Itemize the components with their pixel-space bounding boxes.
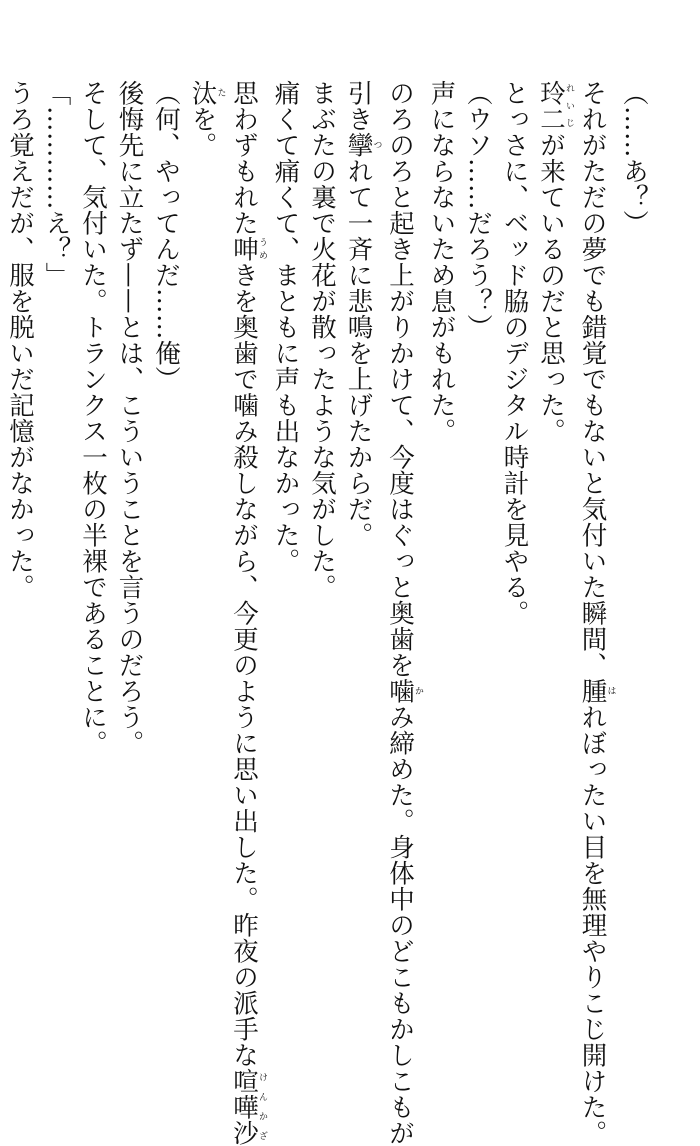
ruby-word: [536, 80, 574, 132]
text-segment: 痛くて痛くて、まともに声も出なかった。: [270, 80, 301, 574]
text-segment: を。: [187, 106, 218, 158]
text-segment: そして、気付いた。トランクス一枚の半裸であることに。: [78, 80, 108, 756]
ruby-word: [229, 1068, 267, 1146]
text-segment: み締めた。身体中のどこもかしこもが: [385, 704, 415, 1146]
text-line: [574, 80, 616, 1146]
text-segment: とっさに、ベッド脇のデジタル時計を見やる。: [499, 80, 530, 626]
text-segment: れぼったい目を無理やりこじ開けた。: [577, 704, 608, 1146]
ruby-base: 噛: [385, 678, 415, 704]
text-line: [184, 80, 226, 980]
ruby-base: 玲二: [536, 80, 566, 132]
ruby-reading: か: [413, 678, 423, 704]
text-segment: 後悔先に立たず——とは、こういうことを言うのだろう。: [114, 80, 145, 756]
text-segment: れて一斉に悲鳴を上げたからだ。: [343, 158, 374, 548]
text-segment: まぶたの裏で火花が散ったような気がした。: [307, 80, 337, 600]
ruby-base: 腫: [577, 678, 608, 704]
text-line: [304, 80, 341, 980]
ruby-word: [343, 132, 382, 158]
text-line: [382, 80, 424, 1146]
text-segment: 思わずもれた: [229, 80, 259, 236]
text-segment: それがただの夢でも錯覚でもないと気付いた瞬間、: [577, 80, 608, 678]
text-line: [38, 80, 75, 980]
ruby-word: [187, 80, 226, 106]
text-line: [111, 80, 148, 980]
ruby-reading: うめ: [257, 236, 267, 262]
text-line: [148, 80, 185, 980]
text-line: [533, 80, 575, 980]
text-line: [267, 80, 304, 980]
text-line: [340, 80, 382, 980]
ruby-reading: は: [605, 678, 616, 704]
text-line: [496, 80, 533, 980]
ruby-word: [229, 236, 267, 262]
ruby-reading: けんかざ: [257, 1068, 267, 1146]
ruby-base: 呻: [229, 236, 259, 262]
text-line: [616, 80, 653, 980]
text-segment: 引き: [343, 80, 374, 132]
text-segment: のろのろと起き上がりかけて、今度はぐっと奥歯を: [385, 80, 415, 678]
text-line: [423, 80, 460, 980]
ruby-base: 喧嘩沙: [229, 1068, 259, 1146]
vertical-text-body: [2, 80, 653, 1146]
text-segment: 声にならないため息がもれた。: [426, 80, 457, 444]
ruby-reading: た: [215, 80, 226, 106]
ruby-base: 攣: [343, 132, 374, 158]
text-segment: （ウソ……だろう？）: [463, 80, 493, 340]
ruby-word: [385, 678, 423, 704]
text-line: [75, 80, 112, 980]
text-segment: が来ているのだと思った。: [536, 132, 566, 444]
text-line: [460, 80, 497, 980]
ruby-base: 汰: [187, 80, 218, 106]
text-segment: うろ覚えだが、服を脱いだ記憶がなかった。: [5, 80, 35, 600]
text-segment: 「…………え？」: [41, 80, 72, 288]
ruby-reading: れいじ: [564, 80, 574, 132]
ruby-reading: つ: [371, 132, 382, 158]
text-segment: （……あ？）: [619, 80, 649, 236]
text-segment: （何、やってんだ……俺）: [151, 80, 181, 392]
text-segment: きを奥歯で噛み殺しながら、今更のように思い出した。昨夜の派手な: [229, 262, 259, 1068]
ruby-word: [577, 678, 616, 704]
text-line: [226, 80, 268, 1146]
text-line: [2, 80, 39, 980]
